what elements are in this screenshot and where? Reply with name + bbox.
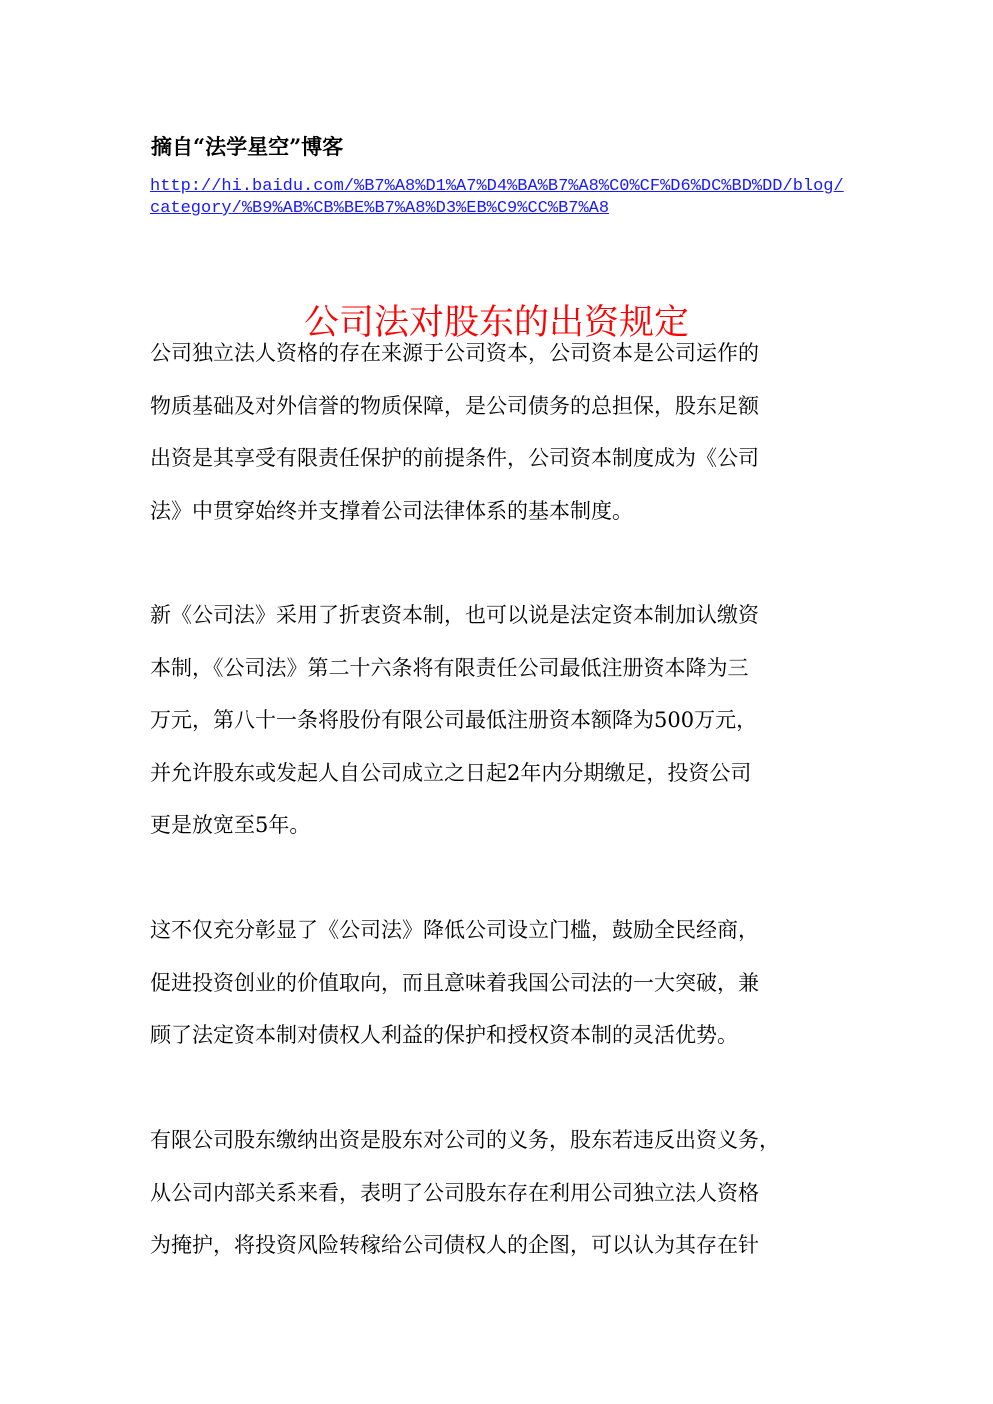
paragraph-line: 从公司内部关系来看，表明了公司股东存在利用公司独立法人资格 xyxy=(150,1180,759,1205)
link-line-1[interactable]: http://hi.baidu.com/%B7%A8%D1%A7%D4%BA%B7%A8%C0%CF%D6%DC%BD%DD/blog/c xyxy=(150,177,844,218)
paragraph-line: 公司独立法人资格的存在来源于公司资本，公司资本是公司运作的 xyxy=(150,341,759,365)
paragraph-1 xyxy=(150,327,850,537)
paragraph-line: 物质基础及对外信誉的物质保障，是公司债务的总担保，股东足额 xyxy=(150,393,759,418)
paragraph-4 xyxy=(150,1114,850,1272)
paragraph-line: 出资是其享受有限责任保护的前提条件，公司资本制度成为《公司 xyxy=(150,446,759,470)
paragraph-line: 法》中贯穿始终并支撑着公司法律体系的基本制度。 xyxy=(150,498,633,523)
paragraph-2 xyxy=(150,589,850,852)
article-title: 公司法对股东的出资规定 xyxy=(303,303,689,344)
paragraph-line: 为掩护，将投资风险转稼给公司债权人的企图，可以认为其存在针 xyxy=(150,1233,759,1257)
paragraph-line: 本制，《公司法》第二十六条将有限责任公司最低注册资本降为三 xyxy=(150,655,749,680)
paragraph-line: 有限公司股东缴纳出资是股东对公司的义务，股东若违反出资义务， xyxy=(150,1128,780,1152)
paragraph-line: 并允许股东或发起人自公司成立之日起2年内分期缴足，投资公司 xyxy=(150,760,752,785)
paragraph-line: 更是放宽至5年。 xyxy=(150,813,311,837)
blog-category-link[interactable] xyxy=(150,176,850,220)
paragraph-line: 这不仅充分彰显了《公司法》降低公司设立门槛，鼓励全民经商， xyxy=(150,918,759,942)
paragraph-line: 促进投资创业的价值取向，而且意味着我国公司法的一大突破，兼 xyxy=(150,970,759,995)
paragraph-line: 新《公司法》采用了折衷资本制，也可以说是法定资本制加认缴资 xyxy=(150,603,759,627)
link-line-2[interactable]: ategory/%B9%AB%CB%BE%B7%A8%D3%EB%C9%CC%B7%A8 xyxy=(160,199,610,218)
source-label: 摘自“法学星空”博客 xyxy=(151,134,344,159)
paragraph-3 xyxy=(150,904,850,1062)
paragraph-line: 顾了法定资本制对债权人利益的保护和授权资本制的灵活优势。 xyxy=(150,1023,738,1047)
paragraph-line: 万元，第八十一条将股份有限公司最低注册资本额降为500万元， xyxy=(150,708,758,732)
